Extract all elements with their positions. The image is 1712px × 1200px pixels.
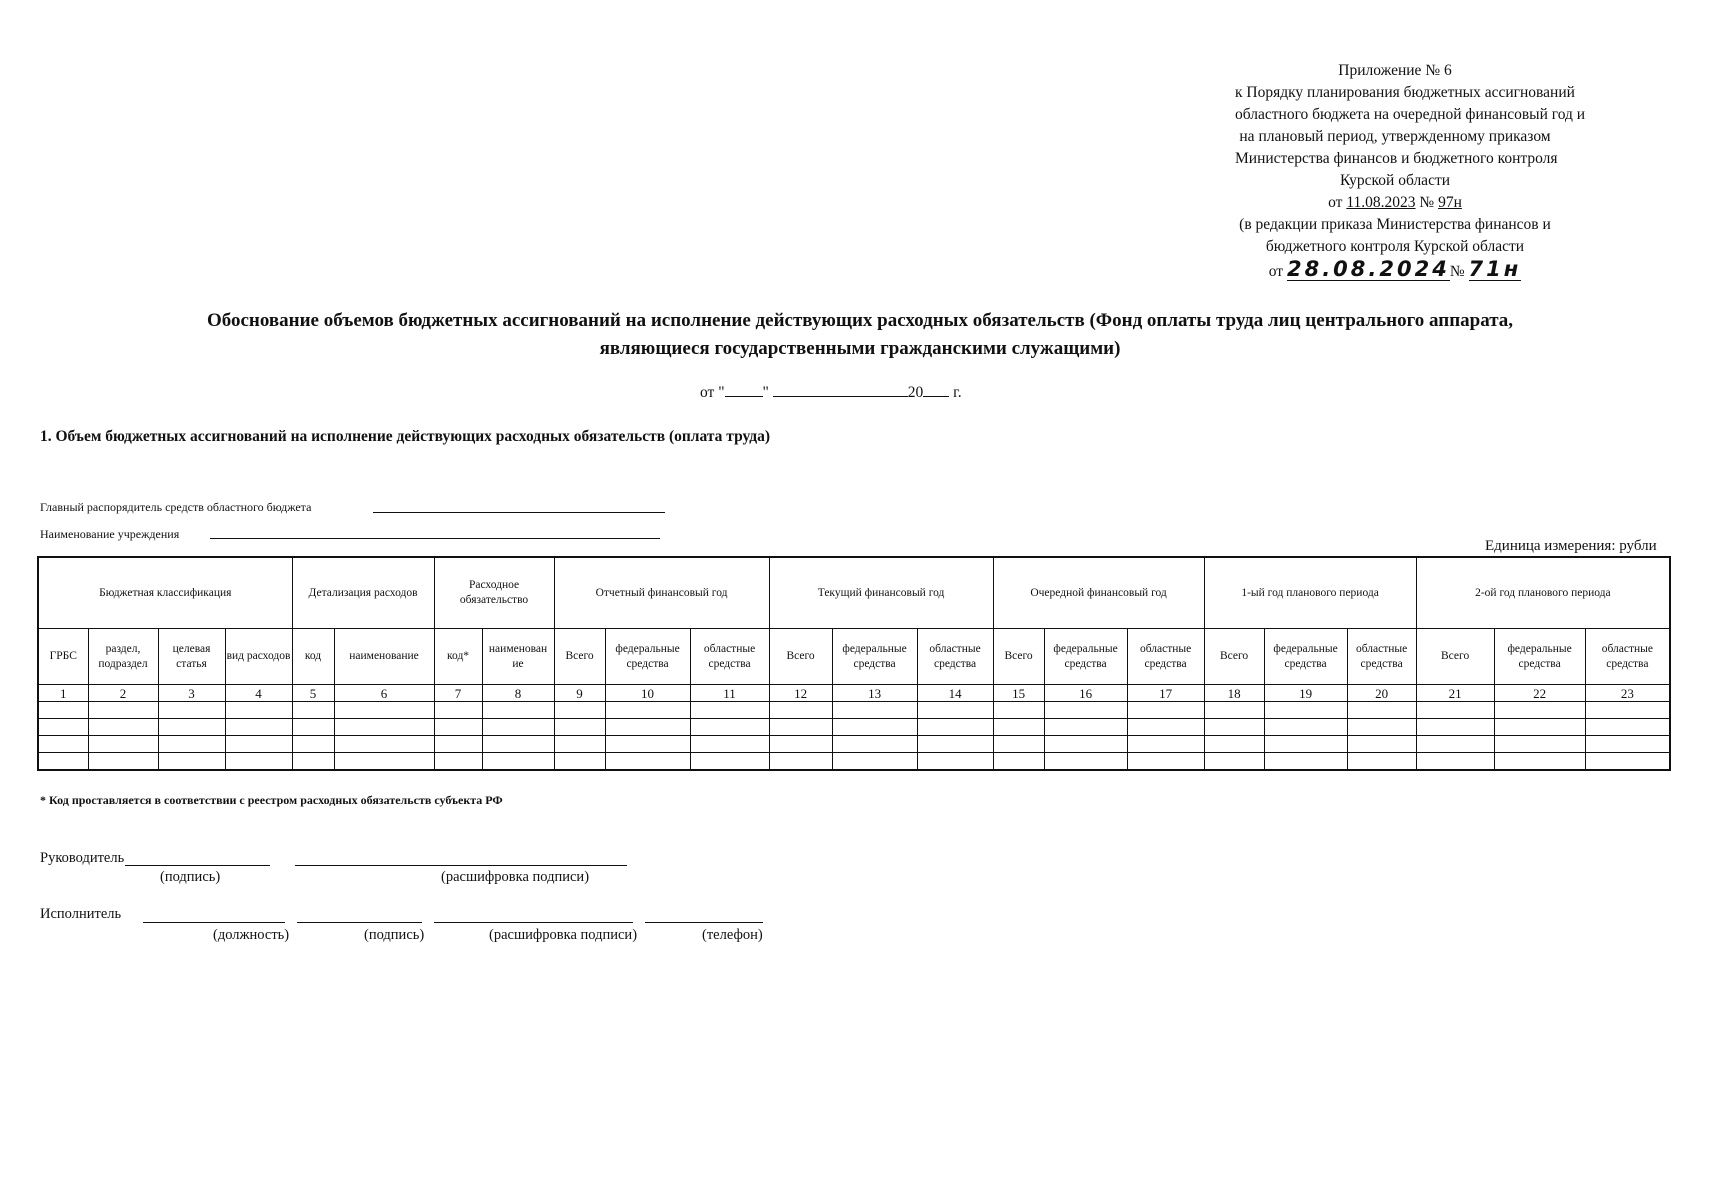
table-cell[interactable]	[832, 736, 917, 753]
table-cell[interactable]	[1264, 702, 1347, 719]
table-cell[interactable]	[832, 753, 917, 771]
table-cell[interactable]	[482, 753, 554, 771]
table-cell[interactable]	[993, 736, 1044, 753]
table-cell[interactable]	[554, 753, 605, 771]
table-cell[interactable]	[1347, 702, 1416, 719]
table-cell[interactable]	[292, 702, 334, 719]
footnote: * Код проставляется в соответствии с реестром расходных обязательств субъекта РФ	[40, 793, 503, 807]
document-date-line: от " " 20 г.	[700, 384, 962, 401]
column-number: 7	[434, 685, 482, 702]
table-cell[interactable]	[434, 736, 482, 753]
table-cell[interactable]	[554, 719, 605, 736]
appendix-line: на плановый период, утвержденному приказом	[1239, 128, 1551, 145]
header-budget-classification: Бюджетная классификация	[38, 557, 292, 629]
institution-field[interactable]	[210, 538, 660, 539]
table-cell[interactable]	[158, 736, 225, 753]
table-cell[interactable]	[158, 753, 225, 771]
table-sub-header	[38, 629, 1670, 685]
header-expense-detail: Детализация расходов	[292, 557, 434, 629]
head-decode-field[interactable]	[295, 865, 627, 866]
table-cell[interactable]	[769, 753, 832, 771]
table-cell[interactable]	[334, 736, 434, 753]
column-number: 9	[554, 685, 605, 702]
table-cell[interactable]	[1416, 753, 1494, 771]
table-cell[interactable]	[832, 702, 917, 719]
column-number: 11	[690, 685, 769, 702]
table-cell[interactable]	[1416, 719, 1494, 736]
subheader-total: Всего	[554, 629, 605, 685]
head-signature-field[interactable]	[125, 865, 270, 866]
column-number: 2	[88, 685, 158, 702]
table-cell[interactable]	[1127, 753, 1204, 771]
table-cell[interactable]	[993, 702, 1044, 719]
column-number: 5	[292, 685, 334, 702]
column-number: 14	[917, 685, 993, 702]
column-number: 6	[334, 685, 434, 702]
table-cell[interactable]	[158, 702, 225, 719]
executor-label: Исполнитель	[40, 906, 122, 922]
table-cell[interactable]	[38, 736, 88, 753]
table-cell[interactable]	[434, 702, 482, 719]
subheader-obligation-name: наименован ие	[482, 629, 554, 685]
table-cell[interactable]	[554, 736, 605, 753]
table-cell[interactable]	[993, 719, 1044, 736]
subheader-total: Всего	[1204, 629, 1264, 685]
column-number: 22	[1494, 685, 1585, 702]
table-cell[interactable]	[292, 753, 334, 771]
table-cell[interactable]	[1264, 753, 1347, 771]
table-cell[interactable]	[482, 736, 554, 753]
appendix-edit-order-line: от 28.08.2024№ 71н	[1268, 257, 1522, 281]
column-number: 12	[769, 685, 832, 702]
subheader-federal: федеральные средства	[832, 629, 917, 685]
table-cell[interactable]	[1494, 702, 1585, 719]
table-cell[interactable]	[292, 719, 334, 736]
table-cell[interactable]	[1585, 753, 1670, 771]
subheader-federal: федеральные средства	[1264, 629, 1347, 685]
column-number: 19	[1264, 685, 1347, 702]
table-cell[interactable]	[334, 753, 434, 771]
table-cell[interactable]	[225, 736, 292, 753]
table-cell[interactable]	[1204, 753, 1264, 771]
appendix-edit-line: (в редакции приказа Министерства финансов и	[1239, 216, 1551, 233]
table-cell[interactable]	[1127, 719, 1204, 736]
table-cell[interactable]	[1204, 702, 1264, 719]
table-cell[interactable]	[554, 702, 605, 719]
table-cell[interactable]	[917, 702, 993, 719]
table-cell[interactable]	[1264, 719, 1347, 736]
table-cell[interactable]	[605, 736, 690, 753]
table-cell[interactable]	[1127, 736, 1204, 753]
appendix-line: Министерства финансов и бюджетного контроля	[1235, 150, 1558, 167]
subheader-target: целевая статья	[158, 629, 225, 685]
table-cell[interactable]	[1585, 736, 1670, 753]
table-row[interactable]	[38, 702, 1670, 719]
subheader-grbs: ГРБС	[38, 629, 88, 685]
table-cell[interactable]	[1044, 719, 1127, 736]
handwritten-edit-date: 28.08.2024	[1286, 257, 1450, 281]
table-cell[interactable]	[1204, 736, 1264, 753]
table-cell[interactable]	[1347, 736, 1416, 753]
section-heading: 1. Объем бюджетных ассигнований на исполнение действующих расходных обязательств (оплата труда)	[40, 428, 771, 445]
subheader-type: вид расходов	[225, 629, 292, 685]
decode-caption: (расшифровка подписи)	[489, 927, 638, 943]
appendix-line: к Порядку планирования бюджетных ассигнований	[1235, 84, 1575, 101]
document-title: Обоснование объемов бюджетных ассигнований на исполнение действующих расходных обязательств (Фонд оплаты труда лиц центрального аппарата, являющиеся государственными гражданскими служащими)	[206, 310, 1514, 359]
subheader-total: Всего	[1416, 629, 1494, 685]
column-number: 23	[1585, 685, 1670, 702]
appendix-block	[1235, 60, 1586, 283]
header-plan-year-2: 2-ой год планового периода	[1416, 557, 1670, 629]
executor-phone-field[interactable]	[645, 922, 763, 923]
subheader-section: раздел, подраздел	[88, 629, 158, 685]
table-cell[interactable]	[292, 736, 334, 753]
appendix-order-line: от 11.08.2023 № 97н	[1328, 194, 1462, 211]
appendix-title: Приложение № 6	[1338, 62, 1452, 79]
subheader-regional: областные средства	[1347, 629, 1416, 685]
header-next-year: Очередной финансовый год	[993, 557, 1204, 629]
table-cell[interactable]	[1044, 753, 1127, 771]
table-row[interactable]	[38, 719, 1670, 736]
column-number: 17	[1127, 685, 1204, 702]
header-obligation: Расходное обязательство	[434, 557, 554, 629]
column-number: 20	[1347, 685, 1416, 702]
table-cell[interactable]	[1494, 753, 1585, 771]
table-cell[interactable]	[769, 736, 832, 753]
subheader-code: код	[292, 629, 334, 685]
table-cell[interactable]	[482, 719, 554, 736]
institution-label: Наименование учреждения	[40, 527, 180, 541]
table-cell[interactable]	[225, 719, 292, 736]
table-cell[interactable]	[88, 736, 158, 753]
table-cell[interactable]	[769, 702, 832, 719]
header-reporting-year: Отчетный финансовый год	[554, 557, 769, 629]
table-cell[interactable]	[88, 702, 158, 719]
handwritten-edit-number: 71н	[1468, 257, 1522, 281]
main-manager-field[interactable]	[373, 512, 665, 513]
month-blank[interactable]	[773, 382, 908, 397]
subheader-regional: областные средства	[1127, 629, 1204, 685]
column-number: 21	[1416, 685, 1494, 702]
table-cell[interactable]	[917, 736, 993, 753]
table-cell[interactable]	[1347, 753, 1416, 771]
table-cell[interactable]	[1044, 736, 1127, 753]
subheader-regional: областные средства	[1585, 629, 1670, 685]
table-cell[interactable]	[605, 719, 690, 736]
subheader-code-star: код*	[434, 629, 482, 685]
day-blank[interactable]	[725, 382, 763, 397]
table-cell[interactable]	[690, 702, 769, 719]
subheader-total: Всего	[769, 629, 832, 685]
table-cell[interactable]	[158, 719, 225, 736]
column-number: 10	[605, 685, 690, 702]
budget-table	[37, 556, 1671, 771]
subheader-federal: федеральные средства	[1044, 629, 1127, 685]
header-current-year: Текущий финансовый год	[769, 557, 993, 629]
table-cell[interactable]	[434, 753, 482, 771]
table-cell[interactable]	[1044, 702, 1127, 719]
table-cell[interactable]	[1494, 736, 1585, 753]
column-number: 15	[993, 685, 1044, 702]
subheader-regional: областные средства	[690, 629, 769, 685]
year-blank[interactable]	[923, 382, 949, 397]
table-cell[interactable]	[769, 719, 832, 736]
order-number: 97н	[1438, 194, 1462, 211]
column-number: 18	[1204, 685, 1264, 702]
executor-signature-field[interactable]	[297, 922, 422, 923]
table-group-header	[38, 557, 1670, 629]
column-number: 3	[158, 685, 225, 702]
table-cell[interactable]	[917, 719, 993, 736]
table-cell[interactable]	[917, 753, 993, 771]
table-cell[interactable]	[38, 753, 88, 771]
header-plan-year-1: 1-ый год планового периода	[1204, 557, 1416, 629]
table-cell[interactable]	[690, 719, 769, 736]
table-cell[interactable]	[690, 736, 769, 753]
table-cell[interactable]	[225, 753, 292, 771]
table-cell[interactable]	[334, 702, 434, 719]
subheader-name: наименование	[334, 629, 434, 685]
table-cell[interactable]	[88, 753, 158, 771]
table-cell[interactable]	[605, 702, 690, 719]
table-cell[interactable]	[1204, 719, 1264, 736]
column-number: 16	[1044, 685, 1127, 702]
table-cell[interactable]	[1347, 719, 1416, 736]
subheader-federal: федеральные средства	[1494, 629, 1585, 685]
table-cell[interactable]	[1127, 702, 1204, 719]
phone-caption: (телефон)	[702, 927, 763, 943]
units-label: Единица измерения: рубли	[1485, 538, 1657, 554]
table-cell[interactable]	[1585, 702, 1670, 719]
order-date: 11.08.2023	[1346, 194, 1416, 211]
table-cell[interactable]	[38, 719, 88, 736]
table-cell[interactable]	[1416, 736, 1494, 753]
table-cell[interactable]	[690, 753, 769, 771]
table-cell[interactable]	[1585, 719, 1670, 736]
main-manager-label: Главный распорядитель средств областного бюджета	[40, 500, 312, 514]
head-sign-caption: (подпись)	[160, 869, 221, 885]
appendix-edit-line: бюджетного контроля Курской области	[1265, 238, 1525, 255]
column-number: 1	[38, 685, 88, 702]
column-number: 4	[225, 685, 292, 702]
position-caption: (должность)	[213, 927, 290, 943]
table-row[interactable]	[38, 753, 1670, 771]
table-cell[interactable]	[334, 719, 434, 736]
executor-position-field[interactable]	[143, 922, 285, 923]
table-cell[interactable]	[1494, 719, 1585, 736]
column-number: 13	[832, 685, 917, 702]
head-label: Руководитель	[40, 850, 125, 866]
table-cell[interactable]	[434, 719, 482, 736]
subheader-regional: областные средства	[917, 629, 993, 685]
table-cell[interactable]	[993, 753, 1044, 771]
subheader-federal: федеральные средства	[605, 629, 690, 685]
column-number-row	[38, 685, 1670, 702]
table-cell[interactable]	[225, 702, 292, 719]
table-cell[interactable]	[88, 719, 158, 736]
table-cell[interactable]	[482, 702, 554, 719]
subheader-total: Всего	[993, 629, 1044, 685]
table-cell[interactable]	[38, 702, 88, 719]
table-cell[interactable]	[605, 753, 690, 771]
appendix-line: областного бюджета на очередной финансовый год и	[1235, 106, 1586, 123]
executor-decode-field[interactable]	[434, 922, 633, 923]
column-number: 8	[482, 685, 554, 702]
table-cell[interactable]	[1264, 736, 1347, 753]
table-row[interactable]	[38, 736, 1670, 753]
table-cell[interactable]	[1416, 702, 1494, 719]
head-decode-caption: (расшифровка подписи)	[441, 869, 590, 885]
sign-caption: (подпись)	[364, 927, 425, 943]
table-cell[interactable]	[832, 719, 917, 736]
appendix-line: Курской области	[1339, 172, 1451, 189]
